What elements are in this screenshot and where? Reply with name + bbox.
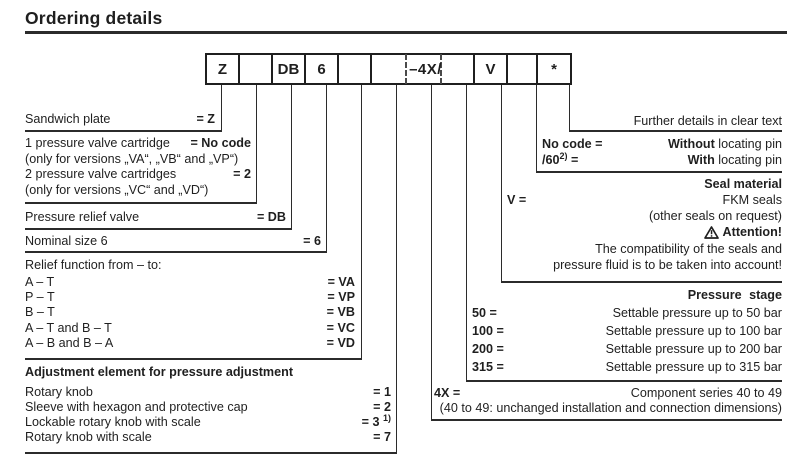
relief-valve-code: = DB	[256, 210, 286, 224]
row-clear-text	[577, 114, 782, 129]
row-pressure-50	[472, 306, 782, 321]
row-relief-va	[25, 275, 355, 290]
relief-vc-label: A – T and B – T	[25, 321, 112, 335]
code-box-seal	[473, 53, 508, 85]
pressure-200-label: Settable pressure up to 200 bar	[605, 342, 782, 356]
code-box-relief-function	[337, 53, 372, 85]
with-locating-pin-footnote-ref: 2)	[559, 150, 568, 161]
relief-va-code: = VA	[327, 275, 355, 289]
connector-sandwich	[221, 85, 223, 130]
row-cartridge-1	[25, 136, 251, 151]
adjust-7-code: = 7	[373, 430, 391, 444]
row-cartridge-note-1	[25, 152, 251, 167]
adjust-3-label: Lockable rotary knob with scale	[25, 415, 201, 429]
pressure-315-label: Settable pressure up to 315 bar	[605, 360, 782, 374]
row-pressure-100	[472, 324, 782, 339]
type-code-boxes	[205, 53, 572, 85]
row-cartridge-2	[25, 167, 251, 182]
code-box-cartridge	[238, 53, 273, 85]
series-note: (40 to 49: unchanged installation and connection dimensions)	[439, 401, 782, 415]
row-no-locating-pin	[542, 137, 782, 152]
relief-vp-label: P – T	[25, 290, 55, 304]
title-rule	[25, 31, 787, 34]
row-adjust-2	[25, 400, 391, 415]
code-box-sandwich-label: Z	[217, 60, 228, 78]
pressure-100-code: 100 =	[472, 324, 504, 338]
rule-cartridge	[25, 202, 257, 204]
row-series-note	[434, 401, 782, 416]
with-locating-pin-rest: locating pin	[714, 153, 782, 167]
connector-nominal-size	[326, 85, 328, 251]
row-with-locating-pin	[542, 150, 782, 168]
pressure-200-code: 200 =	[472, 342, 504, 356]
series-label: Component series 40 to 49	[630, 386, 782, 400]
with-locating-pin-code-value: /60	[542, 153, 560, 167]
row-series	[434, 386, 782, 401]
seal-compat-1: The compatibility of the seals and	[595, 242, 782, 256]
connector-series	[431, 85, 433, 419]
sandwich-code: = Z	[196, 112, 215, 126]
row-seal-header	[507, 177, 782, 192]
code-box-clear-text	[536, 53, 572, 85]
row-pressure-200	[472, 342, 782, 357]
seal-header: Seal material	[704, 177, 782, 191]
connector-clear-text	[569, 85, 571, 130]
connector-valve-type	[291, 85, 293, 228]
relief-fn-header: Relief function from – to:	[25, 258, 162, 272]
rule-valve-type	[25, 228, 292, 230]
rule-nominal-size	[25, 251, 327, 253]
code-box-nominal-size-label: 6	[317, 60, 326, 78]
pressure-stage-header: Pressure stage	[687, 288, 782, 302]
pressure-100-label: Settable pressure up to 100 bar	[605, 324, 782, 338]
rule-pressure-stage	[466, 380, 782, 382]
seal-compat-2: pressure fluid is to be taken into account!	[553, 258, 782, 272]
rule-adjustment	[25, 452, 397, 454]
rule-seal	[501, 281, 782, 283]
code-box-clear-text-label: *	[551, 60, 557, 78]
series-code: 4X =	[434, 386, 461, 400]
row-adjustment-header	[25, 365, 391, 380]
row-seal-compat-2	[507, 258, 782, 273]
with-locating-pin-label	[688, 153, 782, 168]
seal-other-label: (other seals on request)	[648, 209, 782, 223]
rule-sandwich	[25, 130, 222, 132]
relief-vb-code: = VB	[326, 305, 355, 319]
row-pressure-header	[472, 288, 782, 303]
code-box-series-label: –4X/	[409, 60, 442, 78]
code-box-nominal-size	[304, 53, 339, 85]
row-nominal-size	[25, 234, 321, 249]
dashed-divider-1	[405, 54, 407, 84]
row-seal-other	[507, 209, 782, 224]
cartridge-2-label: 2 pressure valve cartridges	[25, 167, 177, 181]
adjust-1-label: Rotary knob	[25, 385, 93, 399]
row-relief-valve	[25, 210, 286, 225]
no-locating-pin-rest: locating pin	[714, 137, 782, 151]
warning-triangle-icon	[704, 226, 719, 239]
adjust-3-code	[361, 412, 391, 430]
row-adjust-7	[25, 430, 391, 445]
row-adjust-3	[25, 412, 391, 430]
row-relief-vb	[25, 305, 355, 320]
adjust-2-code: = 2	[373, 400, 391, 414]
row-attention	[507, 225, 782, 240]
cartridge-1-code: = No code	[190, 136, 251, 150]
no-locating-pin-code: No code =	[542, 137, 603, 151]
relief-vd-code: = VD	[326, 336, 355, 350]
sandwich-label: Sandwich plate	[25, 112, 111, 126]
code-box-locating-pin	[506, 53, 538, 85]
code-box-series	[370, 53, 475, 85]
relief-vc-code: = VC	[326, 321, 355, 335]
relief-vd-label: A – B and B – A	[25, 336, 114, 350]
adjust-3-code-value: = 3	[361, 415, 380, 429]
row-sandwich-plate	[25, 112, 215, 127]
rule-clear-text	[569, 130, 782, 132]
adjust-1-code: = 1	[373, 385, 391, 399]
nominal-size-code: = 6	[303, 234, 321, 248]
pressure-50-code: 50 =	[472, 306, 497, 320]
code-box-seal-label: V	[485, 60, 496, 78]
row-relief-fn-header	[25, 258, 355, 273]
row-pressure-315	[472, 360, 782, 375]
page-title: Ordering details	[25, 8, 163, 28]
adjust-2-label: Sleeve with hexagon and protective cap	[25, 400, 248, 414]
relief-valve-label: Pressure relief valve	[25, 210, 140, 224]
attention-block	[704, 225, 782, 240]
with-locating-pin-code	[542, 150, 579, 168]
adjustment-header: Adjustment element for pressure adjustment	[25, 365, 294, 379]
attention-label: Attention!	[722, 225, 782, 239]
relief-vp-code: = VP	[327, 290, 355, 304]
relief-vb-label: B – T	[25, 305, 55, 319]
pressure-315-code: 315 =	[472, 360, 504, 374]
relief-va-label: A – T	[25, 275, 55, 289]
cartridge-1-label: 1 pressure valve cartridge	[25, 136, 170, 150]
row-cartridge-note-2	[25, 183, 251, 198]
code-box-sandwich	[205, 53, 240, 85]
cartridge-note-1: (only for versions „VA“, „VB“ and „VP“)	[25, 152, 239, 166]
rule-locating-pin	[536, 171, 782, 173]
seal-code: V =	[507, 193, 527, 207]
nominal-size-label: Nominal size 6	[25, 234, 108, 248]
row-relief-vc	[25, 321, 355, 336]
with-locating-pin-em: With	[687, 153, 715, 167]
connector-seal	[501, 85, 503, 281]
code-box-valve-type-label: DB	[277, 60, 300, 78]
connector-locating-pin	[536, 85, 538, 171]
row-adjust-1	[25, 385, 391, 400]
row-seal-compat-1	[507, 242, 782, 257]
no-locating-pin-em: Without	[668, 137, 715, 151]
connector-cartridge	[256, 85, 258, 202]
with-locating-pin-equals: =	[567, 153, 579, 167]
row-seal-fkm	[507, 193, 782, 208]
no-locating-pin-label	[668, 137, 782, 152]
adjust-7-label: Rotary knob with scale	[25, 430, 152, 444]
cartridge-note-2: (only for versions „VC“ and „VD“)	[25, 183, 209, 197]
row-relief-vp	[25, 290, 355, 305]
row-relief-vd	[25, 336, 355, 351]
rule-relief-function	[25, 358, 362, 360]
adjust-3-footnote-ref: 1)	[382, 412, 391, 423]
code-box-valve-type	[271, 53, 306, 85]
cartridge-2-code: = 2	[233, 167, 251, 181]
connector-adjustment	[396, 85, 398, 452]
connector-relief-function	[361, 85, 363, 358]
clear-text-label: Further details in clear text	[633, 114, 782, 128]
seal-fkm-label: FKM seals	[722, 193, 782, 207]
rule-series	[431, 419, 782, 421]
pressure-50-label: Settable pressure up to 50 bar	[612, 306, 782, 320]
connector-pressure-stage	[466, 85, 468, 380]
